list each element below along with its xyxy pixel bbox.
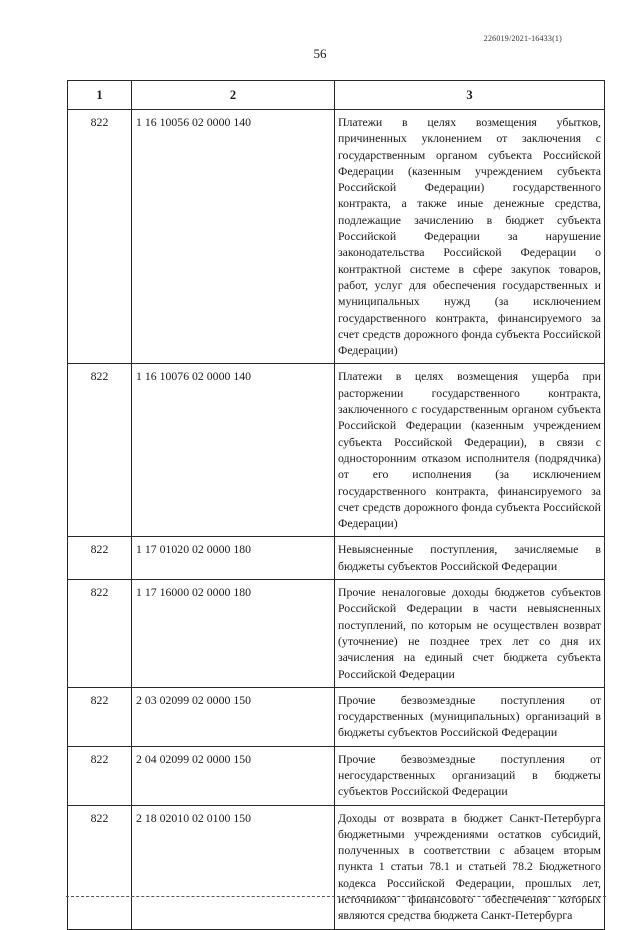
budget-codes-table — [67, 80, 605, 930]
kbk-code-cell: 1 16 10076 02 0000 140 — [132, 364, 335, 537]
kbk-code-cell: 2 18 02010 02 0100 150 — [132, 805, 335, 929]
scan-edge-divider — [66, 896, 606, 897]
column-header-3: 3 — [335, 81, 605, 110]
table-row — [68, 110, 605, 364]
description-cell: Прочие неналоговые доходы бюджетов субъектов Российской Федерации в части невыясненных поступлений, по которым не осуществлен возврат (уточнение) не позднее трех лет со дня их зачисления на единый счет бюджета субъекта Российской Федерации — [335, 580, 605, 688]
table-row — [68, 580, 605, 688]
admin-code-cell: 822 — [68, 110, 132, 364]
table-header-row — [68, 81, 605, 110]
kbk-code-cell: 1 16 10056 02 0000 140 — [132, 110, 335, 364]
admin-code-cell: 822 — [68, 746, 132, 805]
description-cell: Прочие безвозмездные поступления от государственных (муниципальных) организаций в бюджеты субъектов Российской Федерации — [335, 687, 605, 746]
document-id: 226019/2021-16433(1) — [483, 34, 562, 43]
description-cell: Невыясненные поступления, зачисляемые в бюджеты субъектов Российской Федерации — [335, 537, 605, 580]
table-row — [68, 805, 605, 929]
column-header-2: 2 — [132, 81, 335, 110]
admin-code-cell: 822 — [68, 537, 132, 580]
kbk-code-cell: 1 17 16000 02 0000 180 — [132, 580, 335, 688]
admin-code-cell: 822 — [68, 580, 132, 688]
description-cell: Доходы от возврата в бюджет Санкт-Петербурга бюджетными учреждениями остатков субсидий, полученных в соответствии с абзацем вторым пункта 1 статьи 78.1 и статьей 78.2 Бюджетного кодекса Российской Федерации, прошлых лет, источником финансового обеспечения которых являются средства бюджета Санкт-Петербурга — [335, 805, 605, 929]
table-row — [68, 687, 605, 746]
admin-code-cell: 822 — [68, 805, 132, 929]
description-cell: Платежи в целях возмещения ущерба при расторжении государственного контракта, заключенного с государственным органом субъекта Российской Федерации (казенным учреждением субъекта Российской Федерации), в связи с односторонним отказом исполнителя (подрядчика) от его исполнения (за исключением государственного контракта, финансируемого за счет средств дорожного фонда субъекта Российской Федерации) — [335, 364, 605, 537]
table-row — [68, 537, 605, 580]
description-cell: Платежи в целях возмещения убытков, причиненных уклонением от заключения с государственным органом субъекта Российской Федерации (казенным учреждением субъекта Российской Федерации) государственного контракта, а также иные денежные средства, подлежащие зачислению в бюджет субъекта Российской Федерации за нарушение законодательства Российской Федерации о контрактной системе в сфере закупок товаров, работ, услуг для обеспечения государственных и муниципальных нужд (за исключением государственного контракта, финансируемого за счет средств дорожного фонда субъекта Российской Федерации) — [335, 110, 605, 364]
table-row — [68, 364, 605, 537]
table-row — [68, 746, 605, 805]
kbk-code-cell: 2 03 02099 02 0000 150 — [132, 687, 335, 746]
column-header-1: 1 — [68, 81, 132, 110]
description-cell: Прочие безвозмездные поступления от негосударственных организаций в бюджеты субъектов Российской Федерации — [335, 746, 605, 805]
kbk-code-cell: 1 17 01020 02 0000 180 — [132, 537, 335, 580]
admin-code-cell: 822 — [68, 687, 132, 746]
admin-code-cell: 822 — [68, 364, 132, 537]
kbk-code-cell: 2 04 02099 02 0000 150 — [132, 746, 335, 805]
page-number: 56 — [313, 46, 327, 61]
